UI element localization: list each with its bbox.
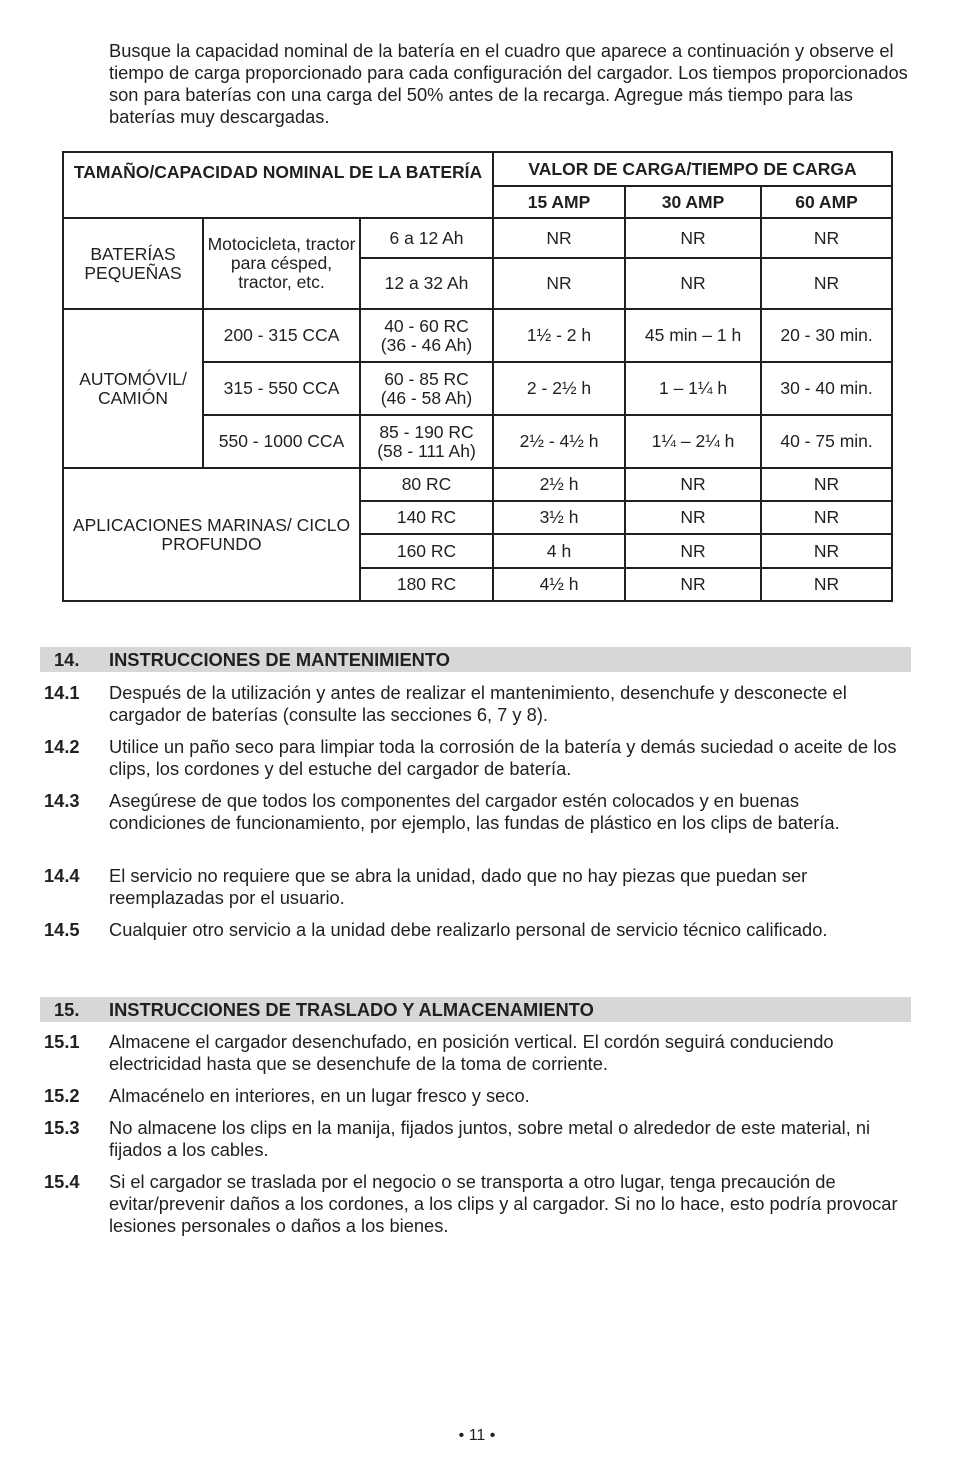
section-title: INSTRUCCIONES DE TRASLADO Y ALMACENAMIENTO xyxy=(109,999,594,1020)
table-cell: 2 - 2½ h xyxy=(493,362,625,415)
header-15-amp: 15 AMP xyxy=(493,186,625,218)
table-cell: 4 h xyxy=(493,534,625,568)
item-number: 15.4 xyxy=(44,1171,80,1192)
table-cell: 12 a 32 Ah xyxy=(360,258,493,309)
table-cell: 180 RC xyxy=(360,568,493,601)
section-number: 15. xyxy=(54,999,80,1020)
table-cell: NR xyxy=(761,218,892,258)
item-number: 14.3 xyxy=(44,790,80,811)
ah-value: (46 - 58 Ah) xyxy=(380,387,473,408)
table-cell: 45 min – 1 h xyxy=(625,309,761,362)
section-15-heading xyxy=(40,997,911,1022)
table-cell: 1¼ – 2¼ h xyxy=(625,415,761,468)
table-cell xyxy=(360,415,493,468)
charge-time-table xyxy=(62,151,893,602)
item-number: 15.1 xyxy=(44,1031,80,1052)
small-battery-type: Motocicleta, tractor para césped, tractor, etc. xyxy=(203,218,360,309)
table-cell: NR xyxy=(493,218,625,258)
table-cell: NR xyxy=(761,258,892,309)
item-text: El servicio no requiere que se abra la unidad, dado que no hay piezas que puedan ser reemplazadas por el usuario. xyxy=(109,865,808,908)
section-14-heading xyxy=(40,647,911,672)
table-cell: 20 - 30 min. xyxy=(761,309,892,362)
table-cell: 80 RC xyxy=(360,468,493,501)
table-cell: 1 – 1¼ h xyxy=(625,362,761,415)
item-number: 14.2 xyxy=(44,736,80,757)
item-text: Almacene el cargador desenchufado, en posición vertical. El cordón seguirá conduciendo electricidad hasta que se desenchufe de la toma de corriente. xyxy=(109,1031,834,1074)
table-cell: 140 RC xyxy=(360,501,493,534)
category-marine-deep-cycle: APLICACIONES MARINAS/ CICLO PROFUNDO xyxy=(63,468,360,601)
rc-value: 60 - 85 RC xyxy=(384,368,469,389)
table-cell: 550 - 1000 CCA xyxy=(203,415,360,468)
table-cell: 200 - 315 CCA xyxy=(203,309,360,362)
item-number: 14.5 xyxy=(44,919,80,940)
item-number: 14.1 xyxy=(44,682,80,703)
item-number: 15.3 xyxy=(44,1117,80,1138)
table-cell: NR xyxy=(761,534,892,568)
table-cell: 3½ h xyxy=(493,501,625,534)
item-number: 15.2 xyxy=(44,1085,80,1106)
item-text: Cualquier otro servicio a la unidad debe realizarlo personal de servicio técnico calificado. xyxy=(109,919,828,940)
table-cell: NR xyxy=(625,568,761,601)
item-text: Después de la utilización y antes de realizar el mantenimiento, desenchufe y desconecte el cargador de baterías (consulte las secciones 6, 7 y 8). xyxy=(109,682,847,725)
rc-value: 85 - 190 RC xyxy=(379,421,474,442)
table-cell: 4½ h xyxy=(493,568,625,601)
header-30-amp: 30 AMP xyxy=(625,186,761,218)
item-number: 14.4 xyxy=(44,865,80,886)
table-cell: 6 a 12 Ah xyxy=(360,218,493,258)
item-text: No almacene los clips en la manija, fijados juntos, sobre metal o alrededor de este material, ni fijados a los cables. xyxy=(109,1117,871,1160)
table-cell xyxy=(360,362,493,415)
item-text: Utilice un paño seco para limpiar toda la corrosión de la batería y demás suciedad o aceite de los clips, los cordones y del estuche del cargador de batería. xyxy=(109,736,897,779)
table-cell: NR xyxy=(625,534,761,568)
table-cell: 1½ - 2 h xyxy=(493,309,625,362)
item-text: Si el cargador se traslada por el negocio o se transporta a otro lugar, tenga precaución de evitar/prevenir daños a los cordones, a los clips y al cargador. Si no lo hace, esto podría provocar lesiones personales o daños a los bienes. xyxy=(109,1171,898,1236)
table-cell: 40 - 75 min. xyxy=(761,415,892,468)
table-cell: NR xyxy=(625,501,761,534)
page-number: • 11 • xyxy=(458,1427,496,1444)
table-cell: NR xyxy=(761,568,892,601)
table-cell: NR xyxy=(761,501,892,534)
table-cell: NR xyxy=(493,258,625,309)
item-text: Almacénelo en interiores, en un lugar fresco y seco. xyxy=(109,1085,530,1106)
table-cell: 30 - 40 min. xyxy=(761,362,892,415)
ah-value: (58 - 111 Ah) xyxy=(377,440,476,461)
rc-value: 40 - 60 RC xyxy=(384,315,469,336)
item-text: Asegúrese de que todos los componentes del cargador estén colocados y en buenas condiciones de funcionamiento, por ejemplo, las fundas de plástico en los clips de batería. xyxy=(109,790,840,833)
table-cell: NR xyxy=(625,468,761,501)
section-title: INSTRUCCIONES DE MANTENIMIENTO xyxy=(109,649,450,670)
table-cell: 160 RC xyxy=(360,534,493,568)
intro-paragraph: Busque la capacidad nominal de la batería en el cuadro que aparece a continuación y observe el tiempo de carga proporcionado para cada configuración del cargador. Los tiempos proporcionados son para baterías con una carga del 50% antes de la recarga. Agregue más tiempo para las baterías muy descargadas. xyxy=(109,40,908,127)
category-small-batteries: BATERÍAS PEQUEÑAS xyxy=(63,218,203,309)
table-cell: 2½ h xyxy=(493,468,625,501)
category-auto-truck: AUTOMÓVIL/ CAMIÓN xyxy=(63,309,203,468)
table-cell xyxy=(360,309,493,362)
ah-value: (36 - 46 Ah) xyxy=(380,334,473,355)
section-number: 14. xyxy=(54,649,80,670)
table-cell: 315 - 550 CCA xyxy=(203,362,360,415)
header-charge-rate: VALOR DE CARGA/TIEMPO DE CARGA xyxy=(493,152,892,186)
table-cell: NR xyxy=(625,258,761,309)
table-cell: 2½ - 4½ h xyxy=(493,415,625,468)
table-cell: NR xyxy=(625,218,761,258)
header-battery-size: TAMAÑO/CAPACIDAD NOMINAL DE LA BATERÍA xyxy=(63,152,493,218)
table-cell: NR xyxy=(761,468,892,501)
header-60-amp: 60 AMP xyxy=(761,186,892,218)
